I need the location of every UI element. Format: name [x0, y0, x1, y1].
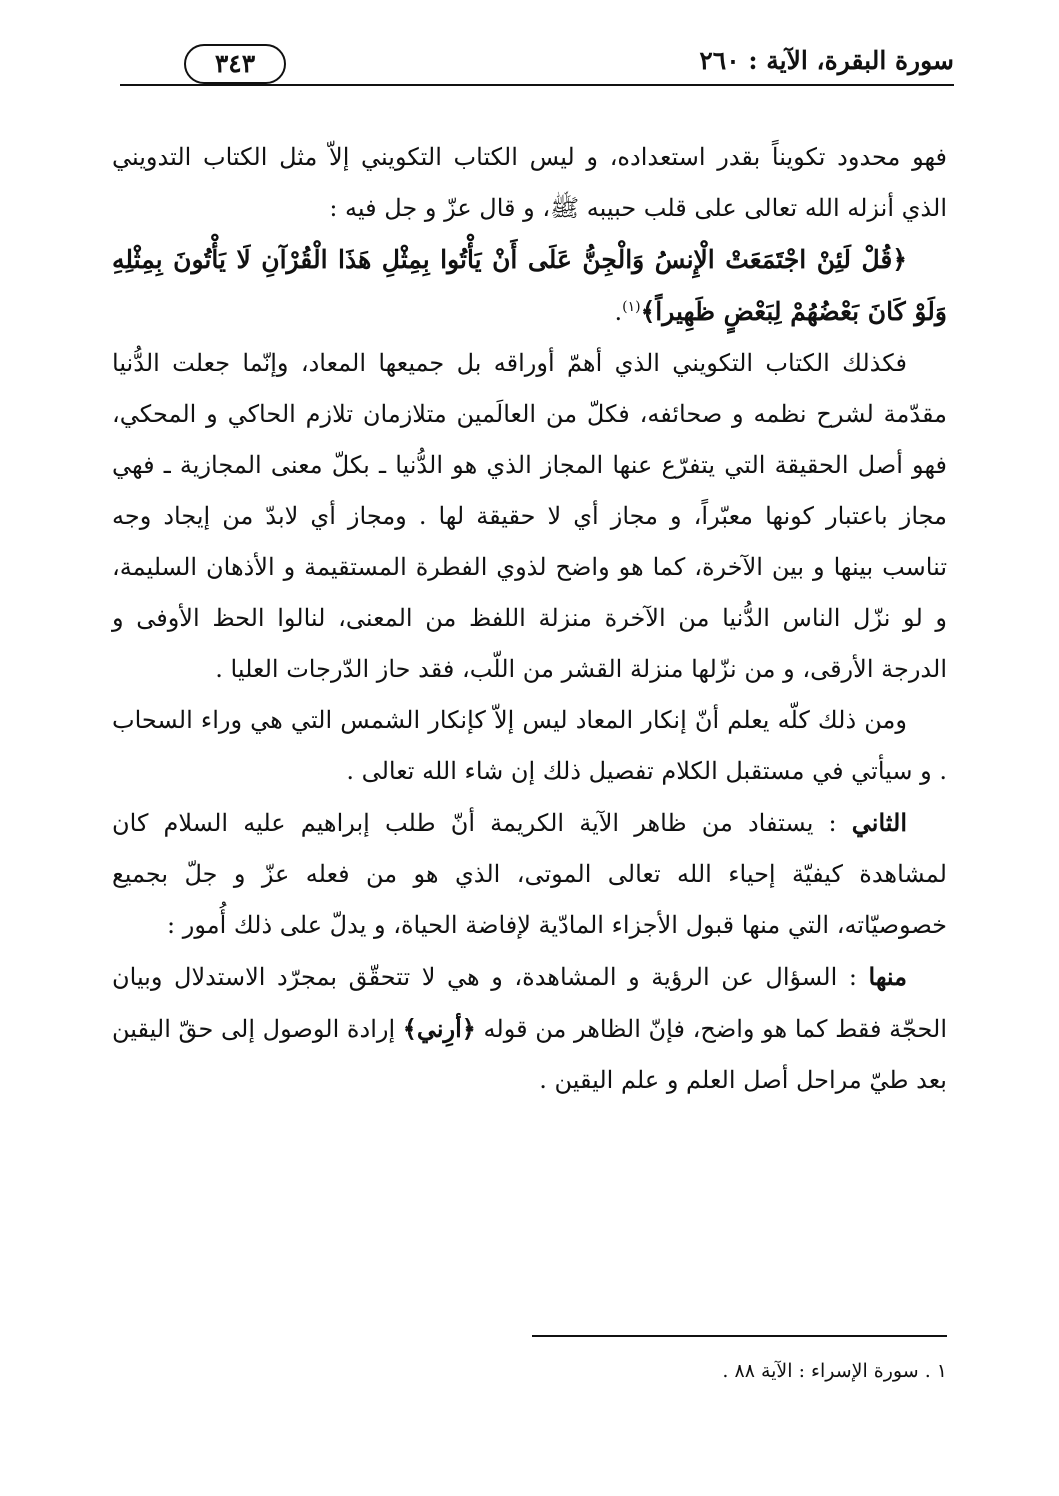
paragraph-4-text: : يستفاد من ظاهر الآية الكريمة أنّ طلب إبراهيم عليه السلام كان لمشاهدة كيفيّة إحياء الله تعالى الموتى، الذي هو من فعله عزّ و جلّ بجميع خصوصيّاته، التي منها قبول الأجزاء المادّية لإفاضة الحياة، و يدلّ على ذلك أُمور :	[112, 809, 947, 939]
page-number: ٣٤٣	[184, 44, 286, 84]
paragraph-1	[112, 132, 947, 234]
paragraph-1-text: فهو محدود تكويناً بقدر استعداده، و ليس الكتاب التكويني إلاّ مثل الكتاب التدويني الذي أنزله الله تعالى على قلب حبيبه ﷺ، و قال عزّ و جل فيه :	[112, 143, 947, 222]
paragraph-5-text-b: إرادة الوصول إلى حقّ اليقين بعد طيّ مراحل أصل العلم و علم اليقين .	[112, 1015, 947, 1094]
paragraph-3-text: ومن ذلك كلّه يعلم أنّ إنكار المعاد ليس إلاّ كإنكار الشمس التي هي وراء السحاب . و سيأتي في مستقبل الكلام تفصيل ذلك إن شاء الله تعالى .	[112, 706, 947, 785]
paragraph-5	[112, 951, 947, 1106]
footnote-rule	[532, 1335, 947, 1337]
page-header	[120, 40, 954, 90]
main-text	[112, 132, 947, 1106]
paragraph-3	[112, 695, 947, 797]
paragraph-5-text-a: : السؤال عن الرؤية و المشاهدة، و هي لا تتحقّق بمجرّد الاستدلال وبيان الحجّة فقط كما هو واضح، فإنّ الظاهر من قوله	[112, 963, 947, 1043]
footnote-marker: (١)	[622, 299, 641, 315]
paragraph-5-label: منها	[868, 962, 907, 991]
paragraph-4-label: الثاني	[851, 808, 907, 837]
running-title: سورة البقرة، الآية : ٢٦٠	[699, 46, 954, 75]
verse-end: .	[614, 298, 623, 326]
quran-verse-paragraph	[112, 234, 947, 338]
paragraph-2-text: فكذلك الكتاب التكويني الذي أهمّ أوراقه بل جميعها المعاد، وإنّما جعلت الدُّنيا مقدّمة لشرح نظمه و صحائفه، فكلّ من العالَمين متلازمان تلازم الحاكي و المحكي، فهو أصل الحقيقة التي يتفرّع عنها المجاز الذي هو الدُّنيا ـ بكلّ معنى المجازية ـ فهي مجاز باعتبار كونها معبّراً، و مجاز أي لا حقيقة لها . ومجاز أي لابدّ من إيجاد وجه تناسب بينها و بين الآخرة، كما هو واضح لذوي الفطرة المستقيمة و الأذهان السليمة، و لو نزّل الناس الدُّنيا من الآخرة منزلة اللفظ من المعنى، لنالوا الحظ الأوفى و الدرجة الأرقى، و من نزّلها منزلة القشر من اللّب، فقد حاز الدّرجات العليا .	[112, 349, 947, 683]
paragraph-4	[112, 797, 947, 951]
quran-verse: ﴿قُلْ لَئِنْ اجْتَمَعَتْ الْإِنسُ وَالْجِنُّ عَلَى أَنْ يَأْتُوا بِمِثْلِ هَذَا الْقُرْآنِ لَا يَأْتُونَ بِمِثْلِهِ وَلَوْ كَانَ بَعْضُهُمْ لِبَعْضٍ ظَهِيراً﴾	[112, 245, 947, 326]
header-rule	[120, 84, 954, 86]
footnote: ١ . سورة الإسراء : الآية ٨٨ .	[722, 1360, 947, 1382]
paragraph-5-quote: ﴿أرِني﴾	[402, 1014, 476, 1043]
paragraph-2	[112, 338, 947, 695]
